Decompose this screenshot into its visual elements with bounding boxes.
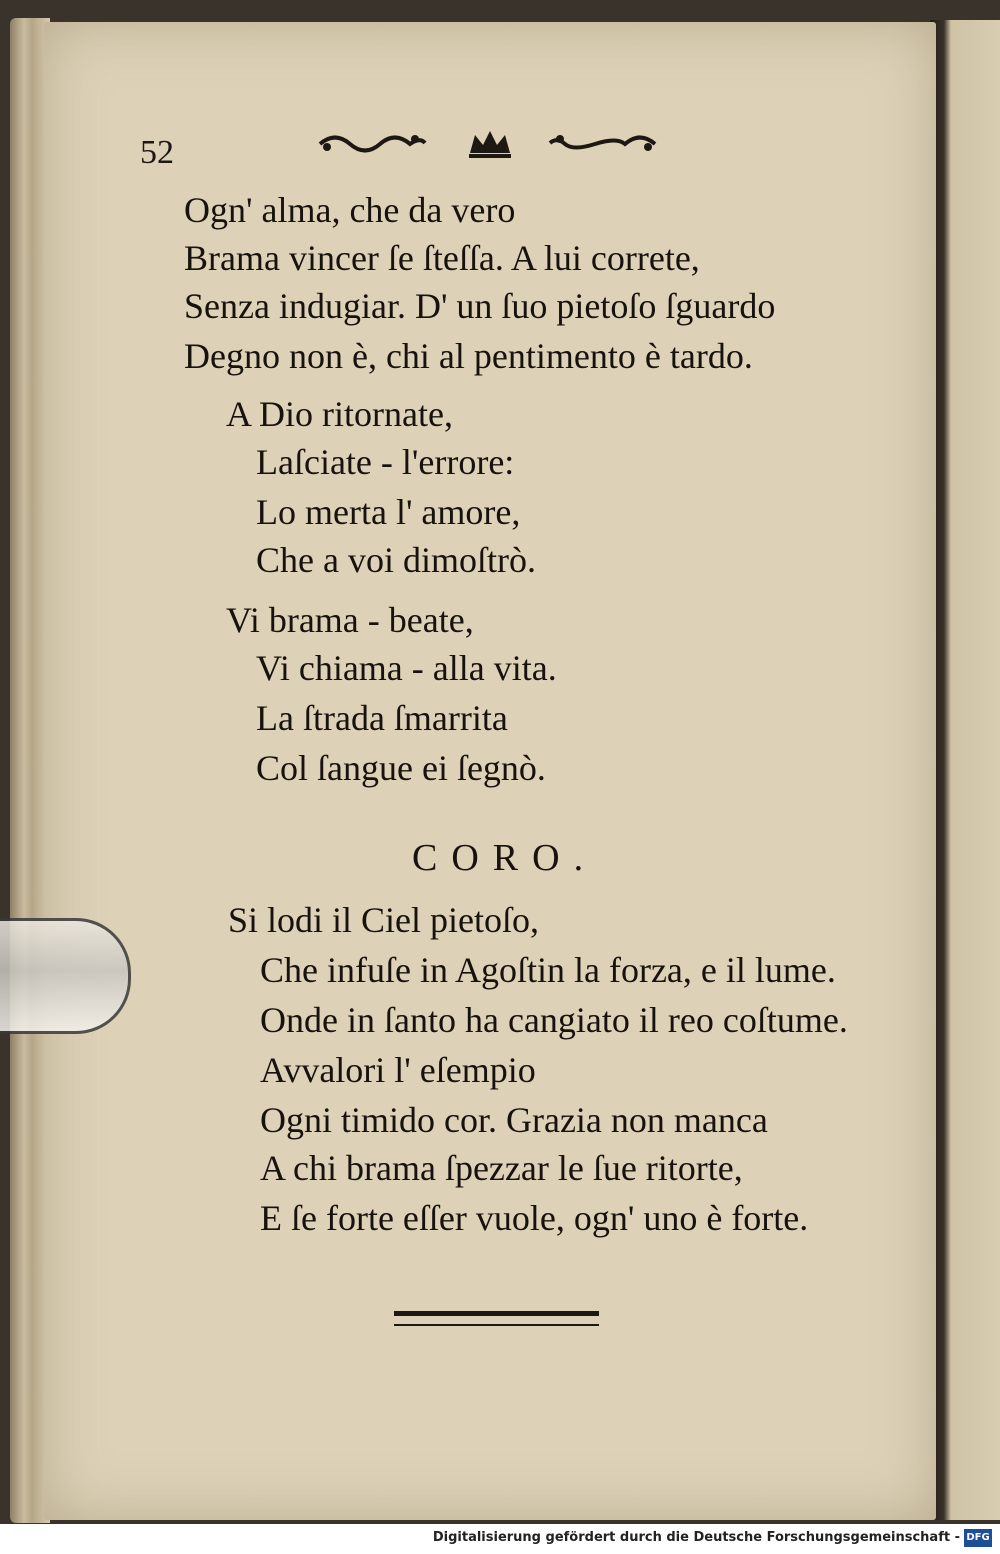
verse-line: Degno non è, chi al pentimento è tardo. [184, 336, 753, 376]
page-number: 52 [140, 134, 174, 171]
aria-line: A Dio ritornate, [226, 394, 453, 434]
aria-line: Che a voi dimoſtrò. [256, 540, 536, 580]
coro-line: Che infuſe in Agoſtin la forza, e il lume. [260, 950, 836, 990]
coro-line: Onde in ſanto ha cangiato il reo coſtume. [260, 1000, 848, 1040]
coro-line: Avvalori l' eſempio [260, 1050, 536, 1090]
aria-line: Col ſangue ei ſegnò. [256, 748, 546, 788]
aria-line: Vi chiama - alla vita. [256, 648, 557, 688]
aria-line: Vi brama - beate, [226, 600, 474, 640]
scroll-flourish-ornament-right [545, 124, 660, 164]
footer-credit: Digitalisierung gefördert durch die Deutsche Forschungsgemeinschaft - [432, 1530, 960, 1545]
page-edges-right [930, 20, 1000, 1520]
dfg-logo: DFG [964, 1529, 992, 1547]
end-rule-thin [394, 1324, 599, 1326]
coro-line: A chi brama ſpezzar le ſue ritorte, [260, 1148, 743, 1188]
verse-line: Brama vincer ſe ſteſſa. A lui correte, [184, 238, 700, 278]
scroll-flourish-ornament-left [315, 124, 430, 164]
crown-ornament [460, 124, 520, 164]
coro-line: E ſe forte eſſer vuole, ogn' uno è forte. [260, 1198, 809, 1238]
aria-line: La ſtrada ſmarrita [256, 698, 508, 738]
aria-line: Laſciate - l'errore: [256, 442, 515, 482]
verse-line: Ogn' alma, che da vero [184, 190, 516, 230]
coro-line: Ogni timido cor. Grazia non manca [260, 1100, 768, 1140]
coro-line: Si lodi il Ciel pietoſo, [228, 900, 540, 940]
coro-heading: CORO. [412, 837, 598, 879]
verse-line: Senza indugiar. D' un ſuo pietoſo ſguardo [184, 286, 776, 326]
end-rule-thick [394, 1311, 599, 1316]
book-clamp [0, 918, 131, 1034]
aria-line: Lo merta l' amore, [256, 492, 521, 532]
footer-bar [0, 1524, 1000, 1554]
